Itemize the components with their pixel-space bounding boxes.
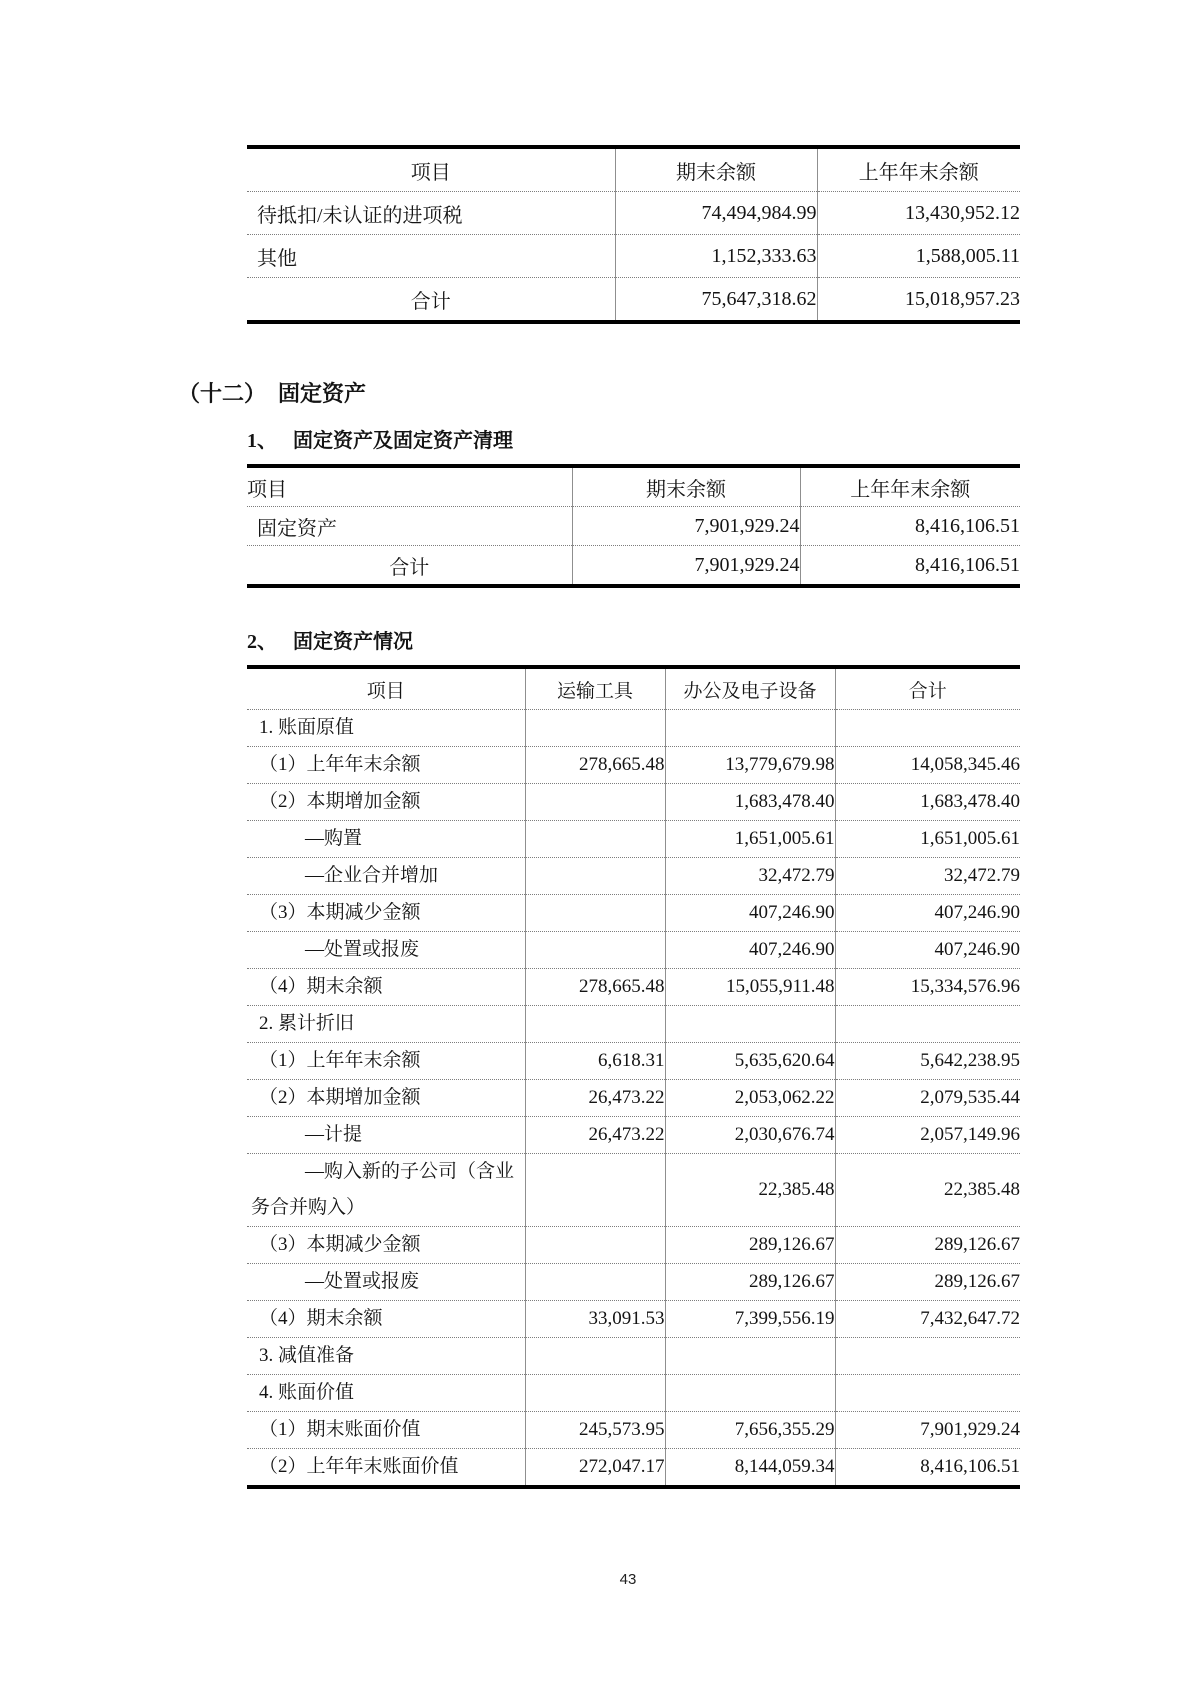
subsection-heading-2 — [247, 628, 1200, 656]
section-title: 固定资产 — [278, 381, 367, 406]
item-label-line: —处置或报废 — [305, 1271, 420, 1292]
total-cell: 14,058,345.46 — [835, 747, 1020, 784]
office-cell: 1,683,478.40 — [665, 784, 835, 821]
item-cell: 其他 — [247, 235, 615, 278]
item-label-line: 2. 累计折旧 — [259, 1013, 355, 1034]
table-row — [247, 858, 1020, 895]
item-label-line: 4. 账面价值 — [259, 1382, 355, 1403]
total-cell: 1,683,478.40 — [835, 784, 1020, 821]
item-label-line: —企业合并增加 — [305, 865, 439, 886]
item-label-line: （4）期末余额 — [259, 976, 383, 997]
fixed-assets-detail-table — [247, 665, 1020, 1489]
transport-cell — [525, 1375, 665, 1412]
item-cell — [247, 747, 525, 784]
subsection-title: 固定资产情况 — [293, 631, 413, 653]
total-cell: 5,642,238.95 — [835, 1043, 1020, 1080]
total-cell — [835, 710, 1020, 747]
item-cell — [247, 1449, 525, 1488]
transport-cell: 33,091.53 — [525, 1301, 665, 1338]
office-cell: 32,472.79 — [665, 858, 835, 895]
item-label-line: 3. 减值准备 — [259, 1345, 355, 1366]
item-label-line: —处置或报废 — [305, 939, 420, 960]
office-cell: 2,053,062.22 — [665, 1080, 835, 1117]
prior-balance-cell: 8,416,106.51 — [800, 507, 1020, 546]
transport-cell — [525, 1154, 665, 1227]
item-cell — [247, 821, 525, 858]
ending-balance-cell: 1,152,333.63 — [615, 235, 817, 278]
table-header-row — [247, 667, 1020, 710]
table-row — [247, 932, 1020, 969]
table-row — [247, 969, 1020, 1006]
item-cell — [247, 1301, 525, 1338]
item-label-line: 务合并购入） — [251, 1197, 366, 1218]
table-row — [247, 192, 1020, 235]
item-label-line: （1）上年年末余额 — [259, 1050, 421, 1071]
office-cell: 7,656,355.29 — [665, 1412, 835, 1449]
transport-cell: 6,618.31 — [525, 1043, 665, 1080]
column-header-item: 项目 — [247, 147, 615, 192]
transport-cell — [525, 821, 665, 858]
ending-balance-cell: 7,901,929.24 — [572, 507, 800, 546]
table-row — [247, 1227, 1020, 1264]
item-cell — [247, 1264, 525, 1301]
office-cell — [665, 1375, 835, 1412]
column-header-transport: 运输工具 — [525, 667, 665, 710]
subsection-number: 2、 — [247, 631, 277, 653]
item-cell — [247, 710, 525, 747]
item-cell — [247, 1080, 525, 1117]
table-row — [247, 1301, 1020, 1338]
table-row — [247, 747, 1020, 784]
total-cell: 7,432,647.72 — [835, 1301, 1020, 1338]
office-cell: 289,126.67 — [665, 1227, 835, 1264]
ending-balance-cell: 7,901,929.24 — [572, 546, 800, 587]
office-cell: 407,246.90 — [665, 895, 835, 932]
table-row — [247, 1043, 1020, 1080]
total-cell: 15,334,576.96 — [835, 969, 1020, 1006]
column-header-ending: 期末余额 — [572, 466, 800, 507]
table-row — [247, 895, 1020, 932]
transport-cell: 278,665.48 — [525, 969, 665, 1006]
subsection-number: 1、 — [247, 430, 277, 452]
transport-cell — [525, 1338, 665, 1375]
item-label-line: （3）本期减少金额 — [259, 1234, 421, 1255]
item-cell — [247, 1154, 525, 1227]
office-cell: 289,126.67 — [665, 1264, 835, 1301]
office-cell: 5,635,620.64 — [665, 1043, 835, 1080]
ending-balance-cell: 74,494,984.99 — [615, 192, 817, 235]
column-header-ending: 期末余额 — [615, 147, 817, 192]
table-header-row — [247, 147, 1020, 192]
total-cell: 2,057,149.96 — [835, 1117, 1020, 1154]
ending-balance-cell: 75,647,318.62 — [615, 278, 817, 323]
table-row — [247, 1338, 1020, 1375]
table-row — [247, 278, 1020, 323]
total-cell: 289,126.67 — [835, 1227, 1020, 1264]
transport-cell — [525, 858, 665, 895]
office-cell: 15,055,911.48 — [665, 969, 835, 1006]
total-cell: 1,651,005.61 — [835, 821, 1020, 858]
column-header-total: 合计 — [835, 667, 1020, 710]
fixed-assets-detail-body — [247, 710, 1020, 1488]
column-header-prior: 上年年末余额 — [800, 466, 1020, 507]
item-cell — [247, 1375, 525, 1412]
total-cell: 2,079,535.44 — [835, 1080, 1020, 1117]
transport-cell — [525, 1006, 665, 1043]
office-cell: 22,385.48 — [665, 1154, 835, 1227]
prior-balance-cell: 15,018,957.23 — [817, 278, 1020, 323]
total-cell: 407,246.90 — [835, 932, 1020, 969]
item-cell: 合计 — [410, 290, 451, 313]
item-label-line: —购入新的子公司（含业 — [305, 1161, 515, 1182]
item-cell — [247, 1006, 525, 1043]
office-cell: 8,144,059.34 — [665, 1449, 835, 1488]
item-cell — [247, 1227, 525, 1264]
item-label-line: （4）期末余额 — [259, 1308, 383, 1329]
transport-cell: 26,473.22 — [525, 1080, 665, 1117]
total-cell: 289,126.67 — [835, 1264, 1020, 1301]
table-header-row — [247, 466, 1020, 507]
transport-cell — [525, 1227, 665, 1264]
office-cell: 1,651,005.61 — [665, 821, 835, 858]
item-label-line: —计提 — [305, 1124, 363, 1145]
item-cell — [247, 1117, 525, 1154]
office-cell: 7,399,556.19 — [665, 1301, 835, 1338]
table-row — [247, 235, 1020, 278]
total-cell: 407,246.90 — [835, 895, 1020, 932]
vat-input-tax-table — [247, 145, 1020, 324]
office-cell — [665, 1006, 835, 1043]
item-label-line: （2）本期增加金额 — [259, 1087, 421, 1108]
column-header-office: 办公及电子设备 — [665, 667, 835, 710]
transport-cell: 272,047.17 — [525, 1449, 665, 1488]
vat-table-body — [247, 192, 1020, 323]
transport-cell — [525, 932, 665, 969]
table-row — [247, 784, 1020, 821]
item-cell: 固定资产 — [247, 507, 572, 546]
item-label-line: （1）上年年末余额 — [259, 754, 421, 775]
item-cell — [247, 1412, 525, 1449]
item-label-line: —购置 — [305, 828, 363, 849]
total-cell: 7,901,929.24 — [835, 1412, 1020, 1449]
transport-cell: 245,573.95 — [525, 1412, 665, 1449]
section-number: （十二） — [178, 381, 267, 406]
prior-balance-cell: 13,430,952.12 — [817, 192, 1020, 235]
table-row — [247, 507, 1020, 546]
office-cell — [665, 710, 835, 747]
table-row — [247, 1449, 1020, 1488]
transport-cell — [525, 710, 665, 747]
column-header-item: 项目 — [247, 667, 525, 710]
item-label-line: 1. 账面原值 — [259, 717, 355, 738]
fixed-assets-summary-table — [247, 464, 1020, 588]
item-label-line: （1）期末账面价值 — [259, 1419, 421, 1440]
total-cell: 32,472.79 — [835, 858, 1020, 895]
column-header-item: 项目 — [247, 466, 572, 507]
office-cell — [665, 1338, 835, 1375]
transport-cell: 278,665.48 — [525, 747, 665, 784]
item-cell: 合计 — [389, 556, 430, 579]
table-row — [247, 1375, 1020, 1412]
total-cell — [835, 1338, 1020, 1375]
item-label-line: （2）本期增加金额 — [259, 791, 421, 812]
table-row — [247, 1154, 1020, 1227]
total-cell — [835, 1006, 1020, 1043]
item-cell — [247, 858, 525, 895]
table-row — [247, 1006, 1020, 1043]
item-label-line: （2）上年年末账面价值 — [259, 1456, 459, 1477]
transport-cell: 26,473.22 — [525, 1117, 665, 1154]
item-cell — [247, 895, 525, 932]
subsection-heading-1 — [247, 427, 1200, 455]
subsection-title: 固定资产及固定资产清理 — [293, 430, 513, 452]
column-header-prior: 上年年末余额 — [817, 147, 1020, 192]
table-row — [247, 1117, 1020, 1154]
office-cell: 2,030,676.74 — [665, 1117, 835, 1154]
table-row — [247, 821, 1020, 858]
item-cell — [247, 969, 525, 1006]
fixed-assets-summary-body — [247, 507, 1020, 587]
table-row — [247, 1264, 1020, 1301]
item-cell: 待抵扣/未认证的进项税 — [247, 192, 615, 235]
section-heading — [178, 379, 1200, 409]
page-number: 43 — [619, 1571, 637, 1588]
table-row — [247, 1412, 1020, 1449]
item-cell — [247, 1043, 525, 1080]
total-cell: 8,416,106.51 — [835, 1449, 1020, 1488]
prior-balance-cell: 1,588,005.11 — [817, 235, 1020, 278]
item-cell — [247, 1338, 525, 1375]
item-label-line: （3）本期减少金额 — [259, 902, 421, 923]
table-row — [247, 546, 1020, 587]
prior-balance-cell: 8,416,106.51 — [800, 546, 1020, 587]
total-cell — [835, 1375, 1020, 1412]
item-cell — [247, 932, 525, 969]
office-cell: 407,246.90 — [665, 932, 835, 969]
total-cell: 22,385.48 — [835, 1154, 1020, 1227]
item-cell — [247, 784, 525, 821]
transport-cell — [525, 895, 665, 932]
table-row — [247, 1080, 1020, 1117]
office-cell: 13,779,679.98 — [665, 747, 835, 784]
transport-cell — [525, 1264, 665, 1301]
table-row — [247, 710, 1020, 747]
transport-cell — [525, 784, 665, 821]
